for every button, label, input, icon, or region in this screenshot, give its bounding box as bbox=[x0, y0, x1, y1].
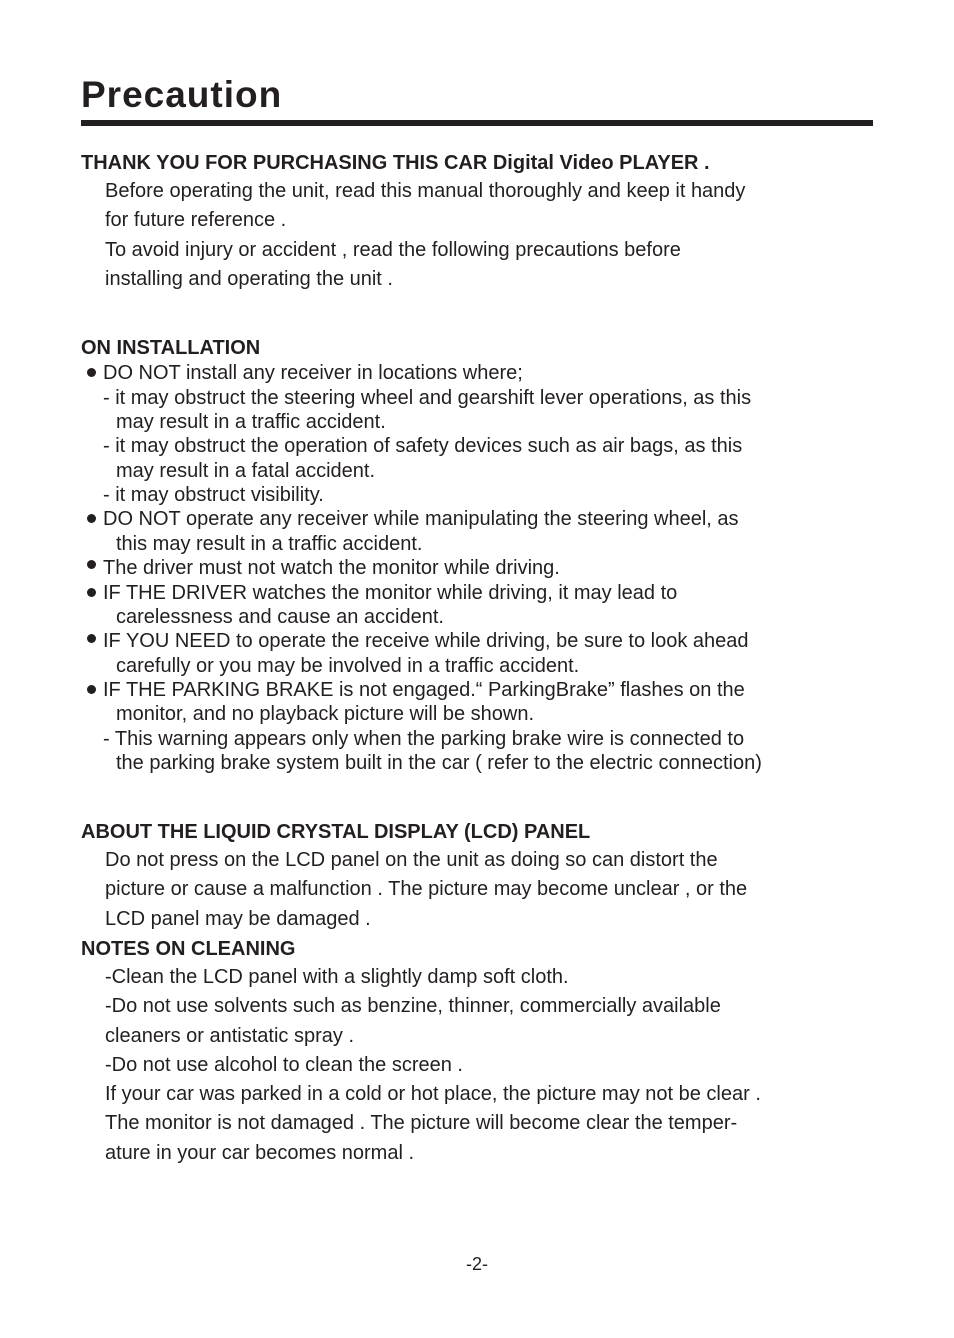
intro-line: Before operating the unit, read this manual thoroughly and keep it handy bbox=[105, 180, 746, 202]
installation-line: IF YOU NEED to operate the receive while driving, be sure to look ahead bbox=[103, 630, 749, 652]
lcd-line: LCD panel may be damaged . bbox=[105, 907, 371, 930]
page-title: Precaution bbox=[81, 74, 283, 115]
installation-bullet bbox=[87, 507, 739, 531]
cleaning-line: cleaners or antistatic spray . bbox=[105, 1024, 354, 1047]
title-rule bbox=[81, 120, 873, 126]
installation-continuation: carelessness and cause an accident. bbox=[116, 606, 444, 628]
intro-heading: THANK YOU FOR PURCHASING THIS CAR Digital Video PLAYER . bbox=[81, 152, 710, 174]
installation-subitem: - This warning appears only when the parking brake wire is connected to bbox=[103, 728, 745, 750]
cleaning-paragraph bbox=[105, 963, 885, 1168]
bullet-icon bbox=[87, 685, 96, 694]
installation-line: The driver must not watch the monitor while driving. bbox=[103, 557, 560, 579]
installation-bullet bbox=[87, 361, 523, 385]
intro-line: To avoid injury or accident , read the following precautions before bbox=[105, 238, 681, 261]
installation-bullet bbox=[87, 678, 745, 702]
installation-line: DO NOT operate any receiver while manipulating the steering wheel, as bbox=[103, 508, 739, 530]
installation-subitem: - it may obstruct the operation of safety devices such as air bags, as this bbox=[103, 435, 743, 457]
installation-subitem: - it may obstruct visibility. bbox=[103, 484, 324, 506]
cleaning-line: If your car was parked in a cold or hot place, the picture may not be clear . bbox=[105, 1083, 761, 1106]
intro-line: installing and operating the unit . bbox=[105, 267, 393, 290]
installation-bullet bbox=[87, 629, 749, 653]
intro-paragraph bbox=[105, 177, 885, 294]
bullet-icon bbox=[87, 634, 96, 643]
installation-continuation: this may result in a traffic accident. bbox=[116, 533, 423, 555]
intro-line: for future reference . bbox=[105, 209, 287, 232]
cleaning-line: ature in your car becomes normal . bbox=[105, 1141, 415, 1164]
cleaning-line: -Clean the LCD panel with a slightly damp soft cloth. bbox=[105, 966, 569, 988]
bullet-icon bbox=[87, 368, 96, 377]
bullet-icon bbox=[87, 514, 96, 523]
cleaning-line: The monitor is not damaged . The picture will become clear the temper- bbox=[105, 1112, 738, 1135]
installation-subitem: - it may obstruct the steering wheel and gearshift lever operations, as this bbox=[103, 387, 752, 409]
page-number: -2- bbox=[466, 1254, 488, 1274]
installation-continuation: monitor, and no playback picture will be shown. bbox=[116, 703, 535, 725]
lcd-line: picture or cause a malfunction . The picture may become unclear , or the bbox=[105, 878, 748, 901]
installation-line: DO NOT install any receiver in locations where; bbox=[103, 362, 523, 384]
installation-heading: ON INSTALLATION bbox=[81, 337, 261, 359]
installation-bullet bbox=[87, 581, 677, 605]
cleaning-heading: NOTES ON CLEANING bbox=[81, 938, 296, 960]
installation-line: IF THE DRIVER watches the monitor while driving, it may lead to bbox=[103, 582, 678, 604]
cleaning-line: -Do not use solvents such as benzine, thinner, commercially available bbox=[105, 995, 721, 1018]
installation-continuation: may result in a traffic accident. bbox=[116, 411, 386, 433]
installation-bullet bbox=[87, 556, 560, 580]
installation-continuation: carefully or you may be involved in a traffic accident. bbox=[116, 655, 580, 677]
cleaning-line: -Do not use alcohol to clean the screen . bbox=[105, 1053, 463, 1076]
installation-continuation: the parking brake system built in the car ( refer to the electric connection) bbox=[116, 752, 762, 774]
lcd-line: Do not press on the LCD panel on the unit as doing so can distort the bbox=[105, 849, 718, 871]
installation-line: IF THE PARKING BRAKE is not engaged.“ ParkingBrake” flashes on the bbox=[103, 679, 745, 701]
bullet-icon bbox=[87, 560, 96, 569]
lcd-paragraph bbox=[105, 846, 885, 934]
lcd-heading: ABOUT THE LIQUID CRYSTAL DISPLAY (LCD) PANEL bbox=[81, 821, 591, 843]
installation-continuation: may result in a fatal accident. bbox=[116, 460, 376, 482]
bullet-icon bbox=[87, 588, 96, 597]
